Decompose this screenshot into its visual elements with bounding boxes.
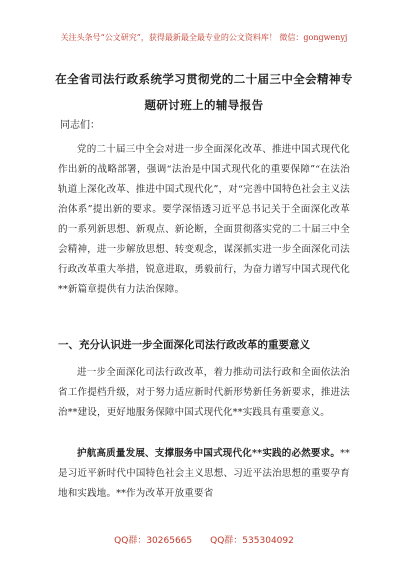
paragraph-intro: 党的二十届三中全会对进一步全面深化改革、推进中国式现代化作出新的战略部署，强调“法治是中国式现代化的重要保障”“在法治轨道上深化改革、推进中国式现代化”，对“完善中国特色社会主义法治体系”提出新的要求。要学深悟透习近平总书记关于全面深化改革的一系列新思想、新观点、新论断，全面贯彻落实党的二十届三中全会精神，进一步解放思想、转变观念，谋深抓实进一步全面深化司法行政改革重大举措，锐意进取，勇毅前行，为奋力谱写中国式现代化**新篇章提供有力法治保障。 xyxy=(58,144,350,295)
paragraph-lead-sentence: 护航高质量发展、支撑服务中国式现代化**实践的必然要求。 xyxy=(77,448,341,459)
header-promo-banner: 关注头条号“公文研究”，获得最新最全最专业的公文资料库！ 微信：gongwenyj xyxy=(60,33,348,42)
paragraph-body-text: **是习近平新时代中国特色社会主义思想、习近平法治思想的重要孕育地和实践地。**作为改革开放重要省 xyxy=(58,448,350,499)
salutation: 同志们： xyxy=(60,120,100,131)
document-title: 在全省司法行政系统学习贯彻党的二十届三中全会精神专题研讨班上的辅导报告 xyxy=(55,72,353,112)
footer-qq-group-1: QQ群：30265665 xyxy=(114,536,193,546)
paragraph-section-1: 进一步全面深化司法行政改革，着力推动司法行政和全面依法治省工作提档升级，对于努力适应新时代新形势新任务新要求，推进法治**建设，更好地服务保障中国式现代化**实践具有重要意义。 xyxy=(58,367,350,418)
paragraph-section-1-point-1 xyxy=(58,444,350,504)
footer-contact xyxy=(0,533,408,546)
footer-qq-group-2: QQ群：535304092 xyxy=(210,536,294,546)
section-heading-1: 一、充分认识进一步全面深化司法行政改革的重要意义 xyxy=(58,339,310,351)
